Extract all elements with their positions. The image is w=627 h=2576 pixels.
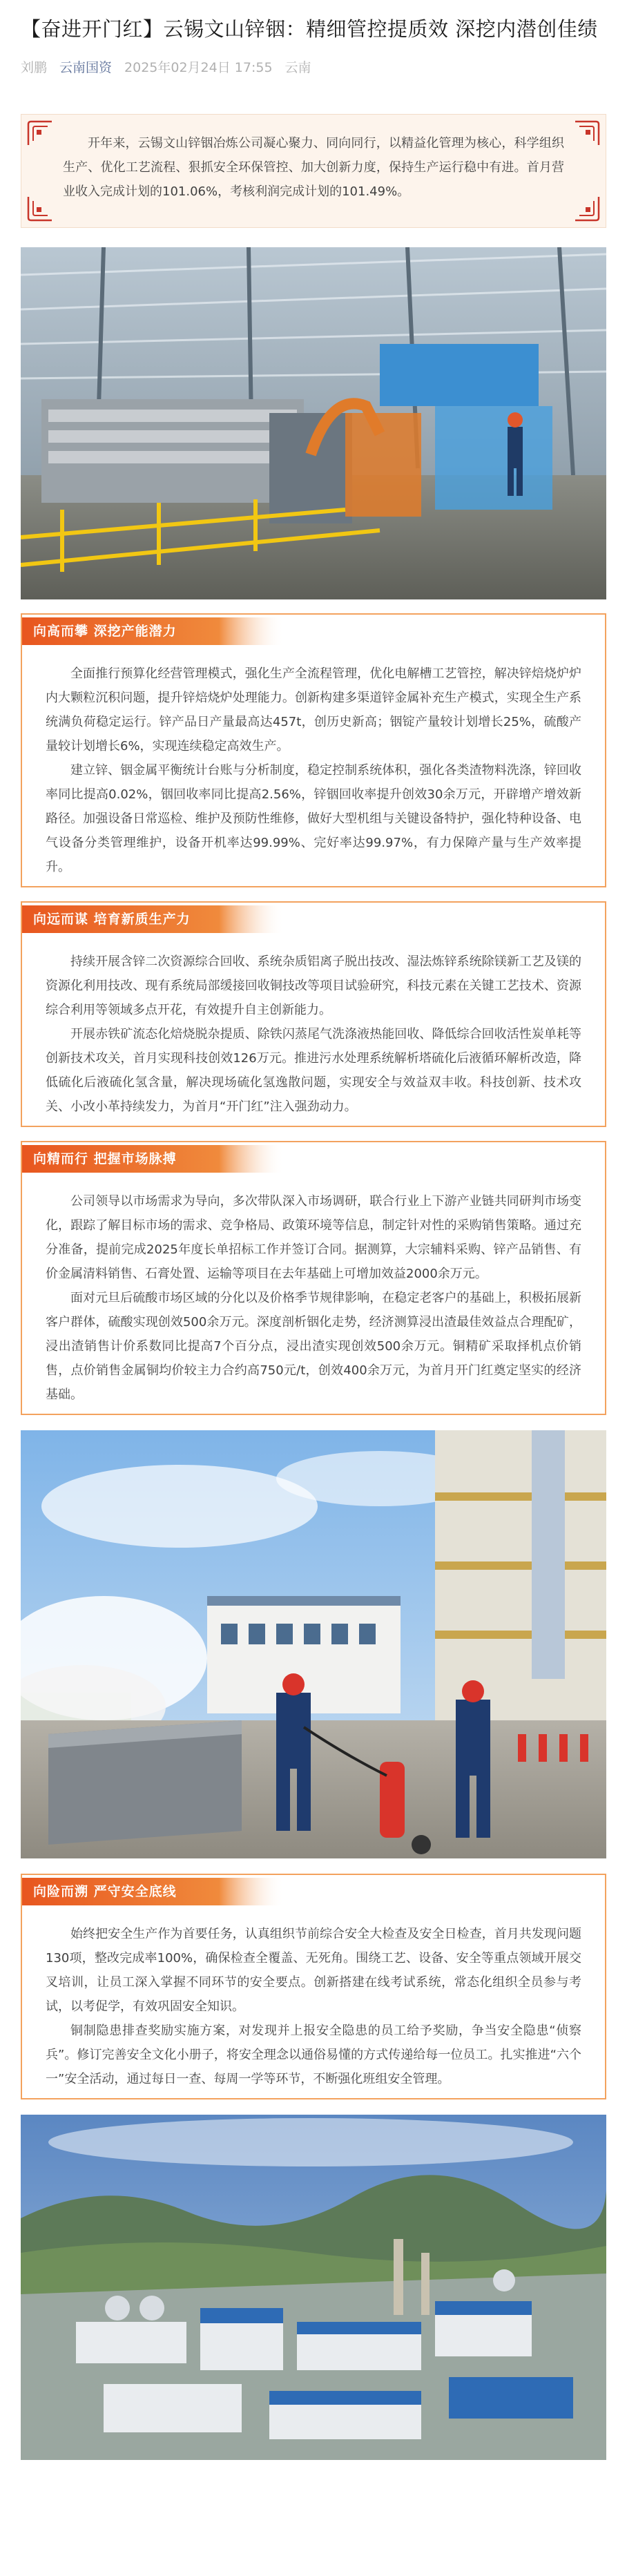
section-paragraph: 面对元旦后硫酸市场区域的分化以及价格季节规律影响，在稳定老客户的基础上，积极拓展新客户群体，硫酸实现创效500余万元。深度剖析铟化走势，经济测算浸出渣最佳效益点合理配矿，浸出渣销售计价系数同比提高7个百分点，浸出渣实现创效500余万元。铜精矿采取择机点价销售，点价销售金属铜均价较主力合约高750元/t，创效400余万元，为首月开门红奠定坚实的经济基础。	[46, 1291, 581, 1402]
corner-ornament-icon	[574, 120, 600, 146]
corner-ornament-icon	[574, 195, 600, 222]
corner-ornament-icon	[27, 120, 53, 146]
corner-ornament-icon	[27, 195, 53, 222]
section-paragraph: 建立锌、铟金属平衡统计台账与分析制度，稳定控制系统体积，强化各类渣物料洗涤，锌回收率同比提高0.02%，铟回收率同比提高2.56%，锌铟回收率提升创效30余万元，开辟增产增效新路径。加强设备日常巡检、维护及预防性维修，做好大型机组与关键设备特护，强化特种设备、电气设备分类管理维护，设备开机率达99.99%、完好率达99.97%，有力保障产量与生产效率提升。	[46, 763, 581, 874]
section-card	[21, 613, 606, 887]
section-paragraph: 铜制隐患排查奖励实施方案，对发现并上报安全隐患的员工给予奖励，争当安全隐患“侦察兵”。修订完善安全文化小册子，将安全理念以通俗易懂的方式传递给每一位员工。扎实推进“六个一”安全活动，通过每日一查、每周一学等环节，不断强化班组安全管理。	[46, 2024, 581, 2086]
section-paragraph: 开展赤铁矿流态化焙烧脱杂提质、除铁闪蒸尾气洗涤液热能回收、降低综合回收活性炭单耗等创新技术攻关，首月实现科技创效126万元。推进污水处理系统解析塔硫化后液循环解析改造，降低硫化后液硫化氢含量，解决现场硫化氢逸散问题，实现安全与效益双丰收。科技创新、技术攻关、小改小革持续发力，为首月“开门红”注入强劲动力。	[46, 1027, 581, 1114]
section-heading: 向远而谋 培育新质生产力	[33, 912, 191, 927]
section-heading: 向精而行 把握市场脉搏	[33, 1151, 177, 1166]
section-card	[21, 1141, 606, 1415]
section-paragraph: 持续开展含锌二次资源综合回收、系统杂质铝离子脱出技改、湿法炼锌系统除镁新工艺及镁的资源化利用技改、现有系统局部缓接回收铜技改等项目试验研究，科技元素在关键工艺技术、资源综合利用等领域多点开花，有效提升自主创新能力。	[46, 954, 581, 1017]
account-link[interactable]: 云南国资	[59, 59, 113, 75]
safety-drill-photo	[21, 1430, 606, 1858]
intro-box	[21, 114, 606, 228]
intro-text: 开年来，云锡文山锌铟冶炼公司凝心聚力、同向同行，以精益化管理为核心，科学组织生产、优化工艺流程、狠抓安全环保管控、加大创新力度，保持生产运行稳中有进。首月营业收入完成计划的101.06%，考核利润完成计划的101.49%。	[63, 136, 564, 199]
publish-date: 2025年02月24日 17:55	[124, 59, 273, 75]
factory-interior-photo	[21, 247, 606, 599]
section-card	[21, 1874, 606, 2099]
section-tag-banner	[22, 1878, 284, 1905]
aerial-plant-photo	[21, 2115, 606, 2460]
section-paragraph: 全面推行预算化经营管理模式，强化生产全流程管理，优化电解槽工艺管控，解决锌焙烧炉炉内大颗粒沉积问题，提升锌焙烧炉处理能力。创新构建多渠道锌金属补充生产模式，实现全生产系统满负荷稳定运行。锌产品日产量最高达457t，创历史新高；铟锭产量较计划增长25%，硫酸产量较计划增长6%，实现连续稳定高效生产。	[46, 666, 581, 753]
section-heading: 向高而攀 深挖产能潜力	[33, 624, 177, 639]
section-paragraph: 始终把安全生产作为首要任务，认真组织节前综合安全大检查及安全日检查，首月共发现问题130项，整改完成率100%，确保检查全覆盖、无死角。围绕工艺、设备、安全等重点领域开展交叉培训，让员工深入掌握不同环节的安全要点。创新搭建在线考试系统，常态化组织全员参与考试，以考促学，有效巩固安全知识。	[46, 1927, 581, 2014]
section-tag-banner	[22, 905, 284, 933]
author-name: 刘鹏	[21, 59, 48, 75]
publish-location: 云南	[284, 59, 311, 75]
section-tag-banner	[22, 617, 284, 645]
section-paragraph: 公司领导以市场需求为导向，多次带队深入市场调研，联合行业上下游产业链共同研判市场变化，跟踪了解目标市场的需求、竞争格局、政策环境等信息，制定针对性的采购销售策略。通过充分准备，提前完成2025年度长单招标工作并签订合同。据测算，大宗辅料采购、锌产品销售、有价金属清料销售、石膏处置、运输等项目在去年基础上可增加效益2000余万元。	[46, 1194, 581, 1281]
section-tag-banner	[22, 1145, 284, 1173]
section-heading: 向险而溯 严守安全底线	[33, 1884, 177, 1899]
section-card	[21, 901, 606, 1127]
article-title: 【奋进开门红】云锡文山锌铟：精细管控提质效 深挖内潜创佳绩	[21, 17, 598, 41]
article-meta	[21, 57, 606, 76]
